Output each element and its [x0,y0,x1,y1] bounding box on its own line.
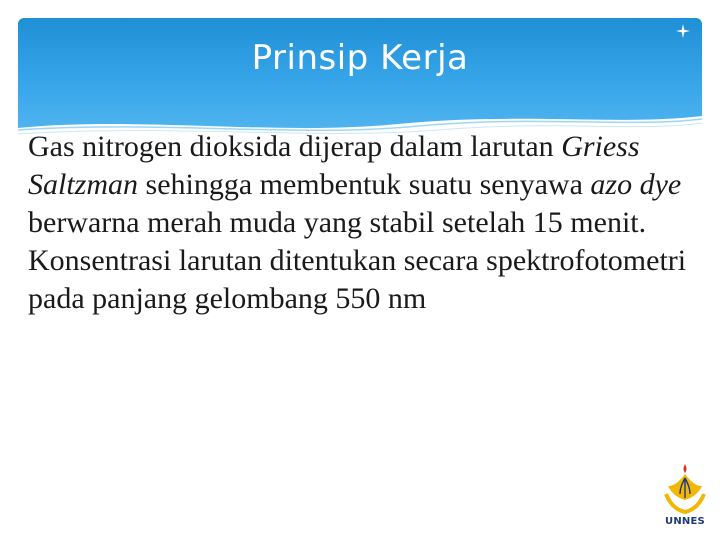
paragraph-run-italic: azo dye [590,168,682,201]
slide-title: Prinsip Kerja [251,38,469,78]
paragraph-run-italic: Griess Saltzman [28,130,640,201]
paragraph-run: sehingga membentuk suatu senyawa [138,168,591,201]
slide-paragraph [28,128,698,318]
paragraph-run: berwarna merah muda yang stabil setelah 15 menit. Konsentrasi larutan ditentukan secara spektrofotometri pada panjang gelombang 550 nm [28,206,687,315]
paragraph-run: Gas nitrogen dioksida dijerap dalam larutan [28,130,562,163]
sparkle-icon [676,24,690,38]
logo-text: UNNES [665,516,705,527]
